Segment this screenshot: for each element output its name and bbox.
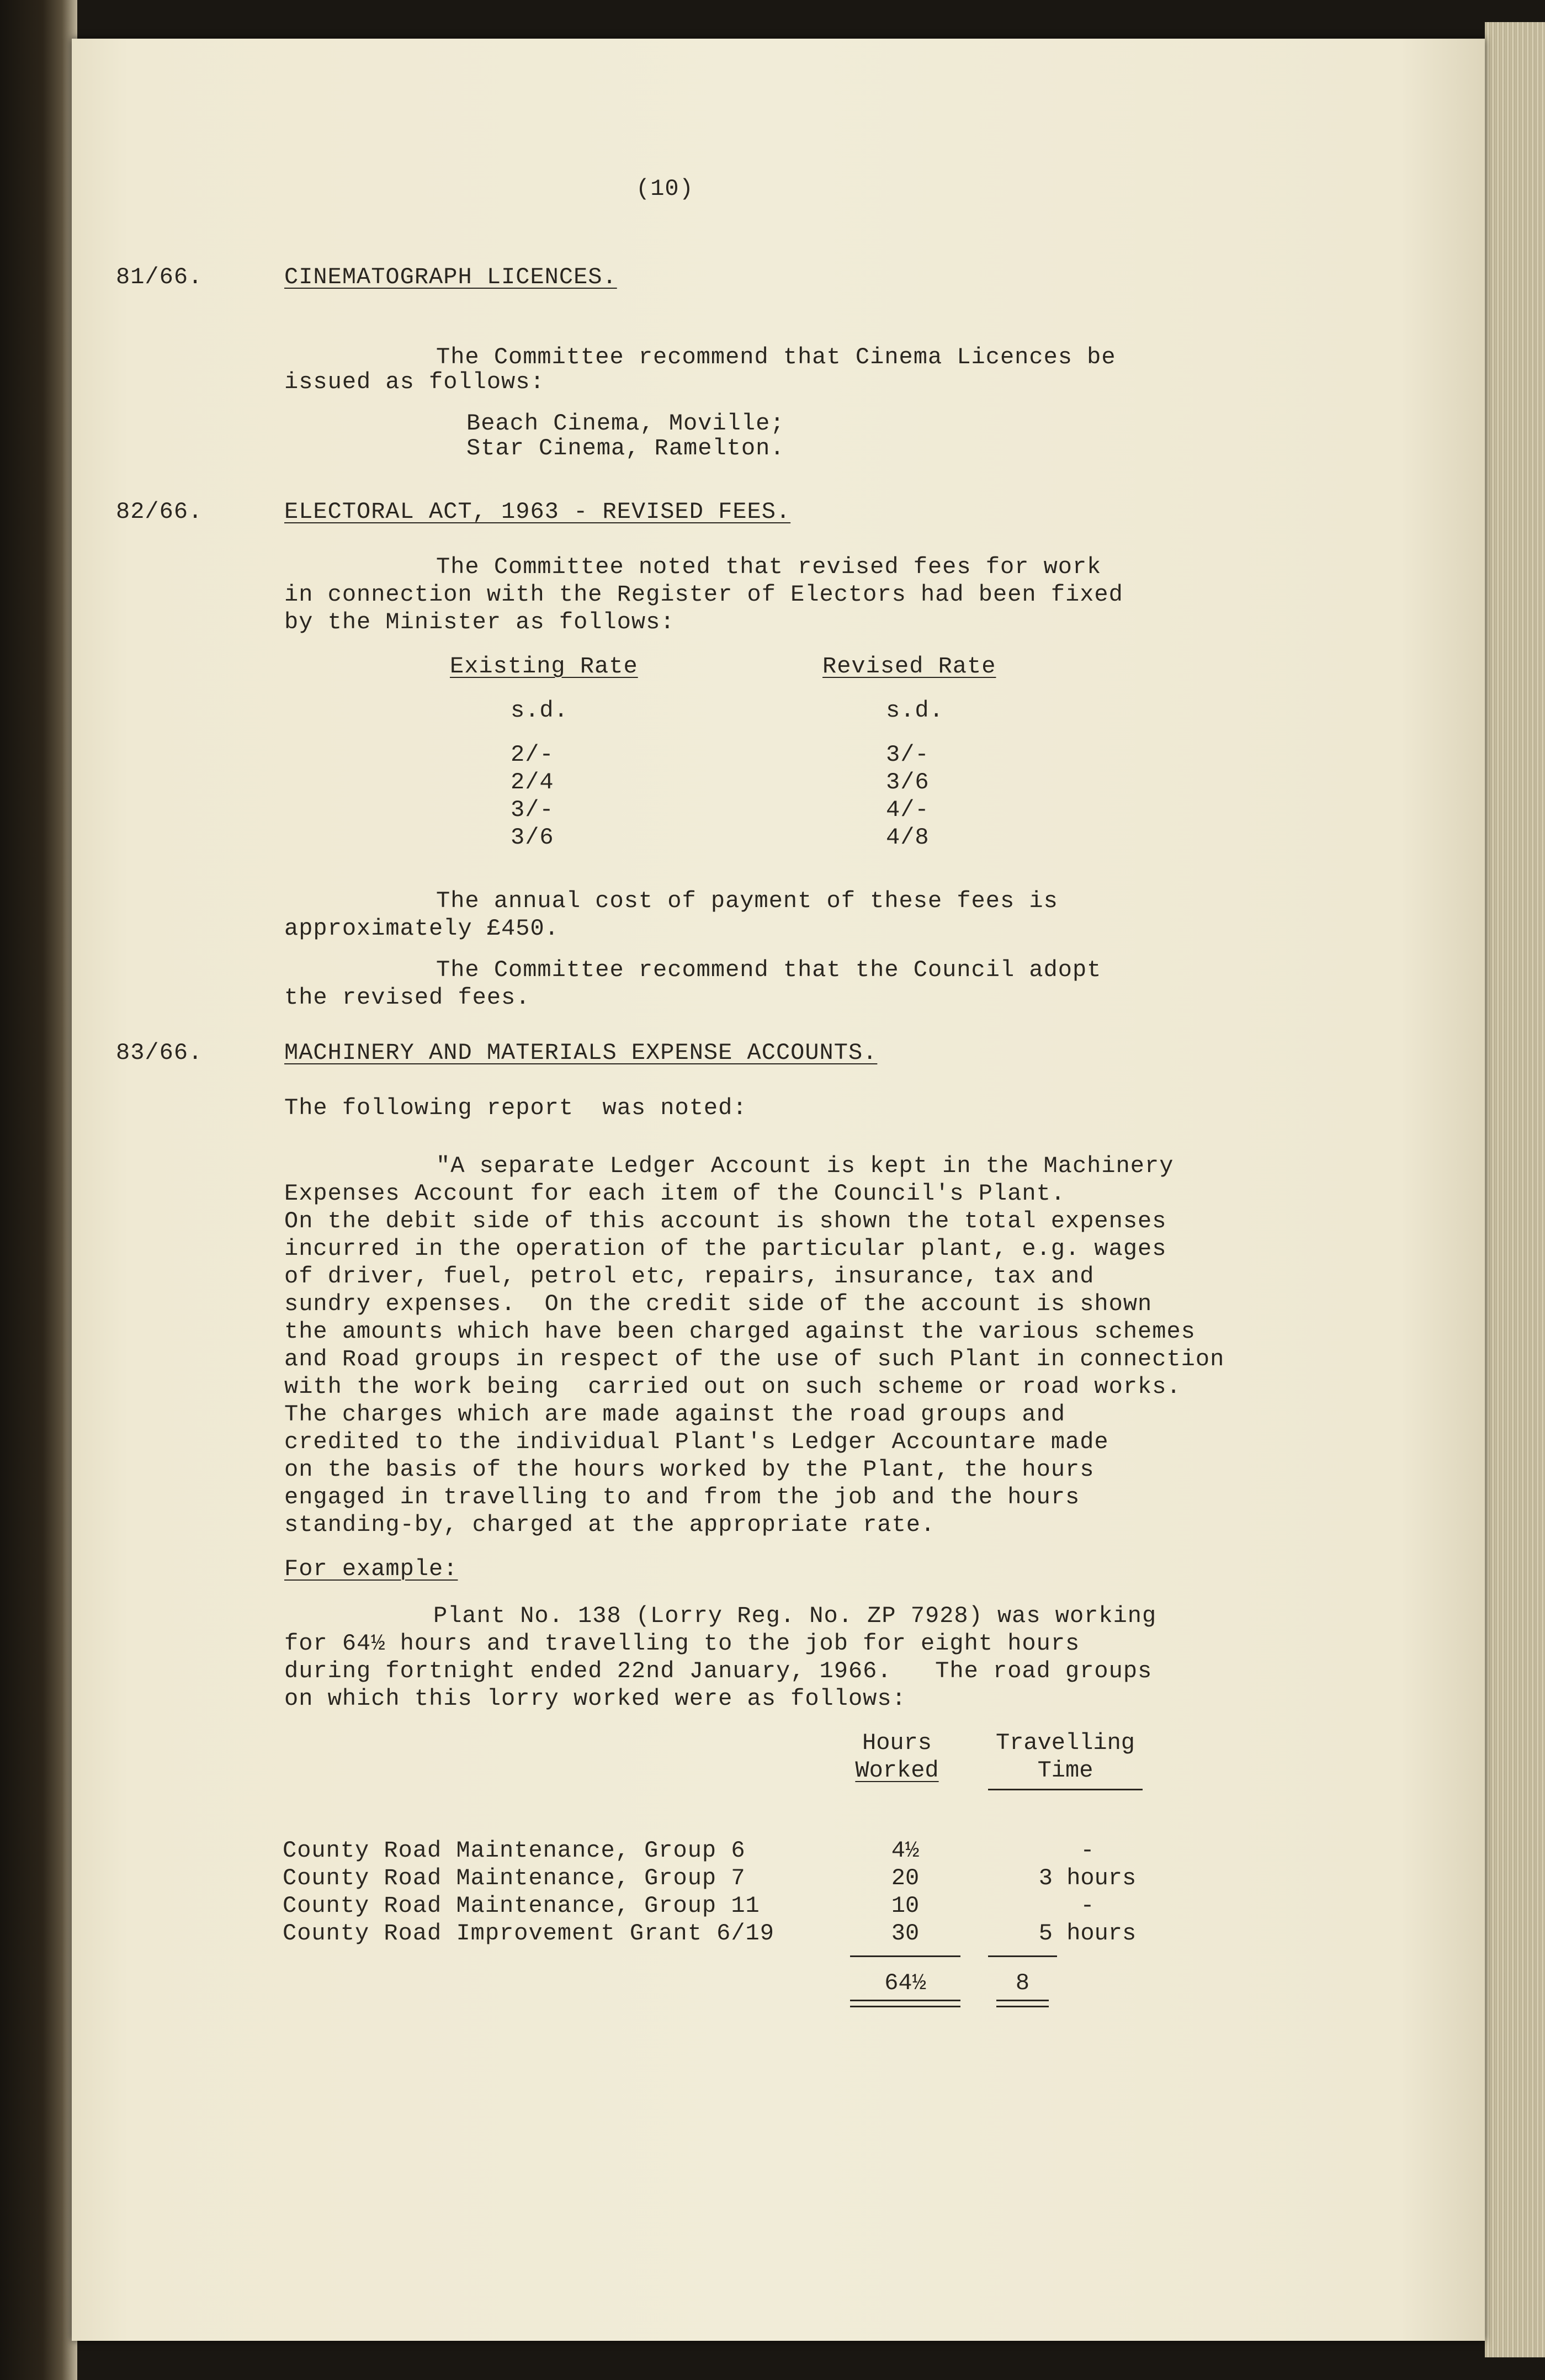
section-82-p1-line3: by the Minister as follows: bbox=[284, 609, 675, 635]
table-row-label: County Road Maintenance, Group 11 bbox=[283, 1893, 760, 1919]
table-row-travel: - bbox=[1080, 1837, 1095, 1864]
section-83-intro: The following report was noted: bbox=[284, 1095, 747, 1121]
report-line: with the work being carried out on such scheme or road works. bbox=[284, 1374, 1181, 1400]
table-row-travel: 3 hours bbox=[1038, 1865, 1137, 1891]
cinema-1: Beach Cinema, Moville; bbox=[466, 410, 785, 437]
report-line: incurred in the operation of the particular plant, e.g. wages bbox=[284, 1236, 1167, 1262]
report-line: Expenses Account for each item of the Council's Plant. bbox=[284, 1180, 1066, 1207]
example-line: Plant No. 138 (Lorry Reg. No. ZP 7928) was working bbox=[433, 1603, 1157, 1629]
fee-existing: 2/4 bbox=[511, 769, 554, 796]
page-number: (10) bbox=[636, 176, 694, 202]
section-81-heading: CINEMATOGRAPH LICENCES. bbox=[284, 264, 617, 290]
section-83-heading: MACHINERY AND MATERIALS EXPENSE ACCOUNTS. bbox=[284, 1040, 878, 1066]
travel-total-double-rule bbox=[996, 2000, 1049, 2007]
section-82-p3-line1: The Committee recommend that the Council adopt bbox=[436, 957, 1102, 983]
fee-revised: 4/- bbox=[886, 797, 930, 823]
hours-total-rule bbox=[850, 1955, 960, 1957]
table-row-label: County Road Improvement Grant 6/19 bbox=[283, 1920, 774, 1947]
section-81-line1: The Committee recommend that Cinema Licences be bbox=[436, 344, 1116, 370]
report-line: "A separate Ledger Account is kept in the Machinery bbox=[436, 1153, 1174, 1179]
travel-header-rule bbox=[988, 1789, 1143, 1790]
fee-existing: 3/6 bbox=[511, 824, 554, 851]
report-line: the amounts which have been charged against the various schemes bbox=[284, 1318, 1196, 1345]
report-line: credited to the individual Plant's Ledger Accountare made bbox=[284, 1429, 1109, 1455]
table-row-hours: 30 bbox=[891, 1920, 920, 1947]
section-82-p3-line2: the revised fees. bbox=[284, 984, 530, 1011]
section-82-p1-line1: The Committee noted that revised fees for work bbox=[436, 554, 1102, 580]
example-line: during fortnight ended 22nd January, 1966. The road groups bbox=[284, 1658, 1153, 1684]
cinema-2: Star Cinema, Ramelton. bbox=[466, 435, 785, 462]
table-row-travel: 5 hours bbox=[1038, 1920, 1137, 1947]
section-83-ref: 83/66. bbox=[116, 1040, 203, 1066]
section-82-ref: 82/66. bbox=[116, 499, 203, 525]
section-82-heading: ELECTORAL ACT, 1963 - REVISED FEES. bbox=[284, 499, 791, 525]
table-row-label: County Road Maintenance, Group 7 bbox=[283, 1865, 746, 1891]
hours-total-double-rule bbox=[850, 2000, 960, 2007]
hours-total: 64½ bbox=[884, 1970, 926, 1996]
report-line: of driver, fuel, petrol etc, repairs, insurance, tax and bbox=[284, 1263, 1095, 1290]
fees-revised-header: Revised Rate bbox=[822, 653, 996, 680]
table-row-hours: 4½ bbox=[891, 1837, 920, 1864]
example-line: for 64½ hours and travelling to the job for eight hours bbox=[284, 1630, 1080, 1657]
fees-existing-unit: s.d. bbox=[511, 697, 569, 724]
table-row-hours: 20 bbox=[891, 1865, 920, 1891]
fees-existing-header: Existing Rate bbox=[450, 653, 638, 680]
travel-total: 8 bbox=[1015, 1970, 1030, 1996]
document-page bbox=[72, 39, 1485, 2341]
report-line: on the basis of the hours worked by the Plant, the hours bbox=[284, 1456, 1095, 1483]
section-81-line2: issued as follows: bbox=[284, 369, 545, 395]
hours-header-1: Hours bbox=[862, 1730, 932, 1756]
report-line: The charges which are made against the road groups and bbox=[284, 1401, 1066, 1428]
travel-header-2: Time bbox=[1037, 1757, 1093, 1784]
report-line: On the debit side of this account is shown the total expenses bbox=[284, 1208, 1167, 1234]
example-label: For example: bbox=[284, 1556, 458, 1582]
table-row-travel: - bbox=[1080, 1893, 1095, 1919]
page-edges bbox=[1485, 22, 1545, 2357]
report-line: standing-by, charged at the appropriate rate. bbox=[284, 1512, 936, 1538]
example-line: on which this lorry worked were as follows: bbox=[284, 1685, 906, 1712]
section-81-ref: 81/66. bbox=[116, 264, 203, 290]
section-82-p2-line1: The annual cost of payment of these fees is bbox=[436, 888, 1058, 914]
travel-header-1: Travelling bbox=[995, 1730, 1135, 1756]
report-line: engaged in travelling to and from the job and the hours bbox=[284, 1484, 1080, 1510]
fee-revised: 3/- bbox=[886, 741, 930, 768]
fee-revised: 4/8 bbox=[886, 824, 930, 851]
table-row-hours: 10 bbox=[891, 1893, 920, 1919]
report-line: sundry expenses. On the credit side of the account is shown bbox=[284, 1291, 1153, 1317]
fee-revised: 3/6 bbox=[886, 769, 930, 796]
fee-existing: 3/- bbox=[511, 797, 554, 823]
section-82-p1-line2: in connection with the Register of Electors had been fixed bbox=[284, 581, 1123, 608]
hours-header-2: Worked bbox=[855, 1757, 939, 1784]
fees-revised-unit: s.d. bbox=[886, 697, 944, 724]
book-binding bbox=[0, 0, 77, 2380]
report-line: and Road groups in respect of the use of such Plant in connection bbox=[284, 1346, 1225, 1372]
table-row-label: County Road Maintenance, Group 6 bbox=[283, 1837, 746, 1864]
section-82-p2-line2: approximately £450. bbox=[284, 915, 559, 942]
fee-existing: 2/- bbox=[511, 741, 554, 768]
travel-total-rule bbox=[988, 1955, 1057, 1957]
